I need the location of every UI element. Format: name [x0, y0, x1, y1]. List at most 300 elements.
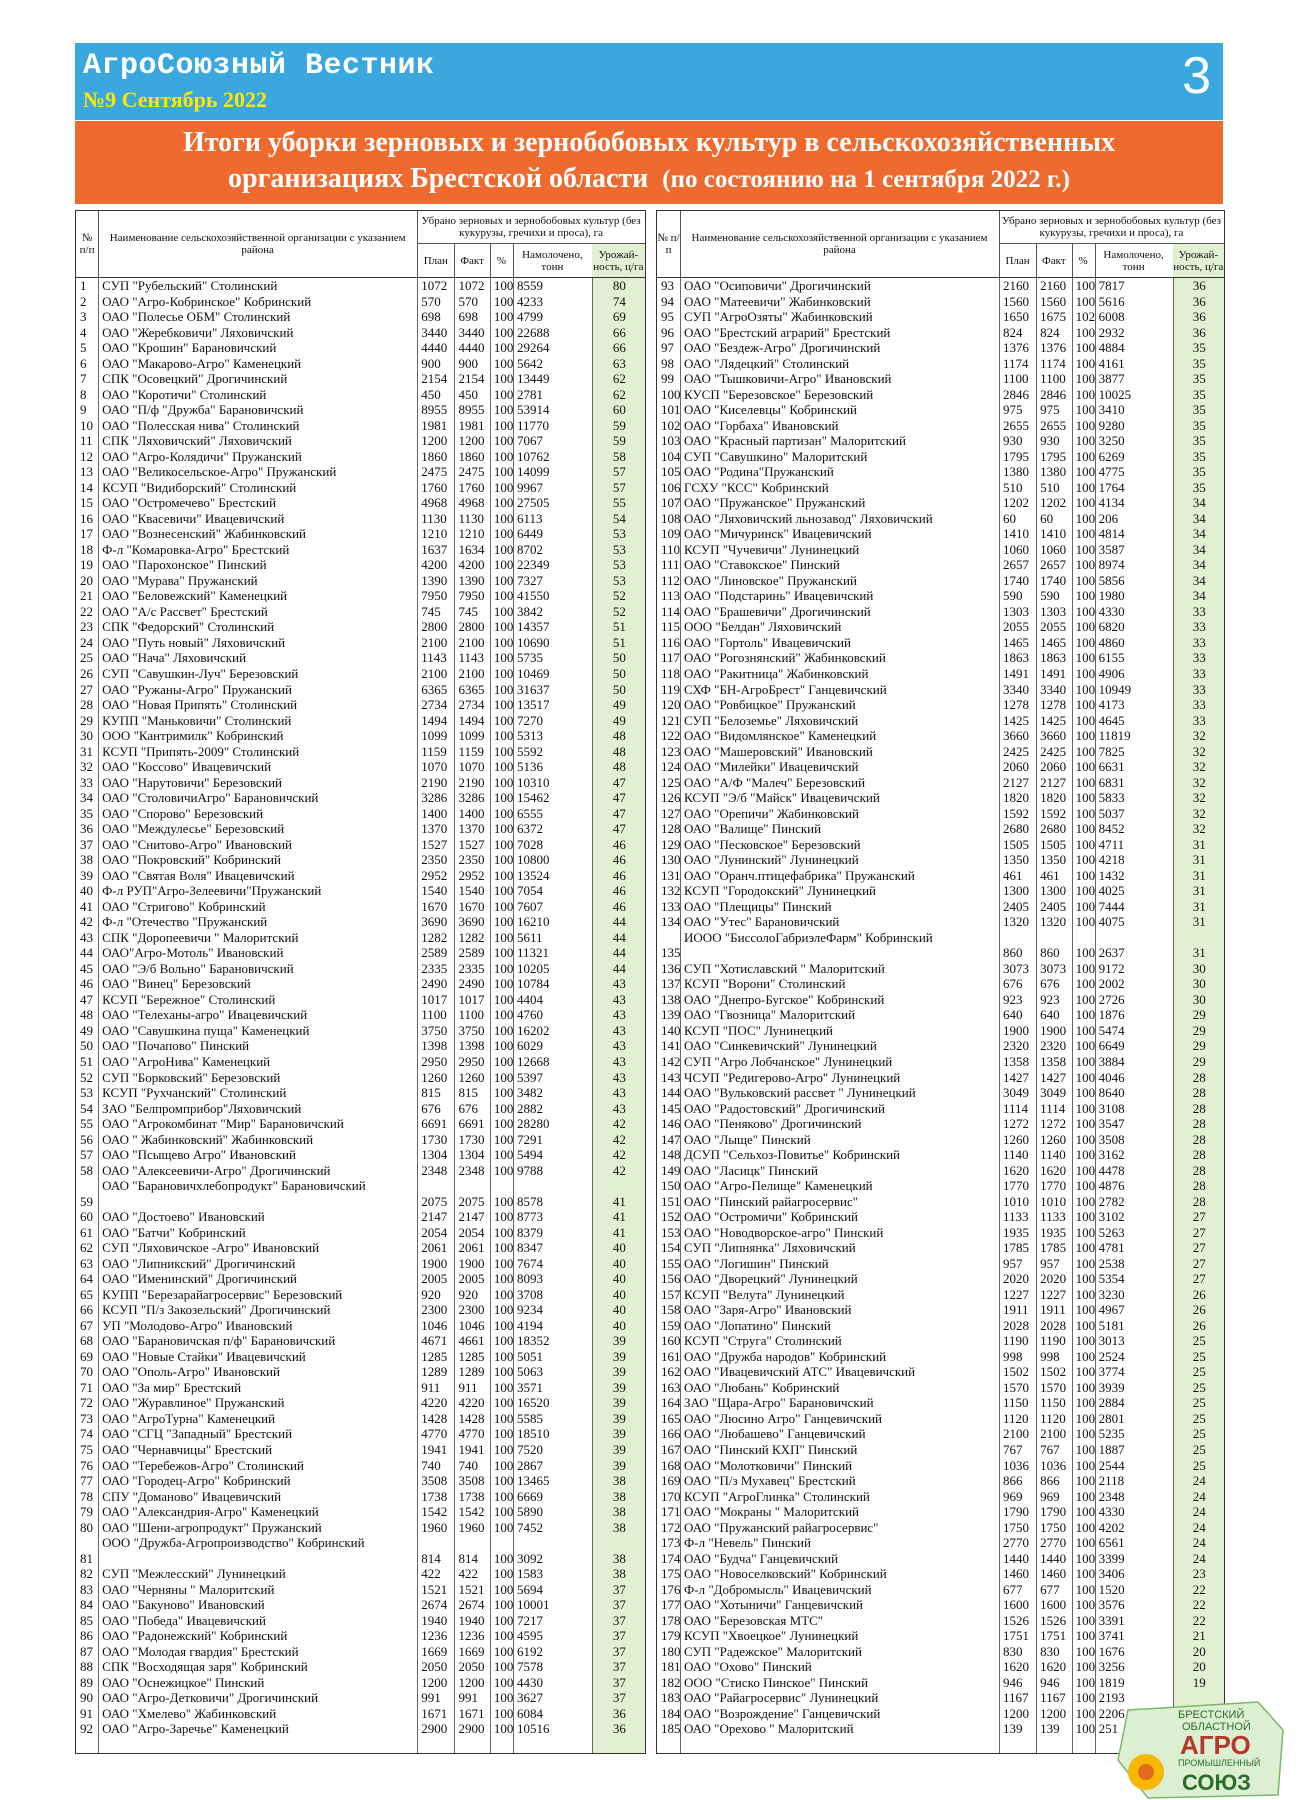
- cell-org-name: ОАО "Савушкина пуща" Каменецкий: [102, 1022, 310, 1038]
- cell-num: 18: [80, 541, 93, 557]
- cell-num: 84: [80, 1597, 93, 1613]
- cell-pct: 100: [1075, 541, 1096, 557]
- table-row: [657, 650, 1224, 666]
- cell-threshed: 5611: [516, 929, 543, 945]
- cell-yield: 27: [1192, 1240, 1206, 1256]
- cell-org-name: СУП "Рубельский" Столинский: [102, 278, 278, 293]
- cell-yield: 28: [1192, 1147, 1206, 1163]
- cell-threshed: 4330: [1098, 1504, 1125, 1520]
- cell-fact: 1494: [458, 712, 485, 728]
- table-row: [76, 433, 645, 449]
- cell-plan: 3049: [1002, 1085, 1029, 1101]
- cell-org-name: КСУП "Городокский" Лунинецкий: [684, 883, 877, 899]
- cell-plan: 1140: [1002, 1147, 1029, 1163]
- table-row: [76, 1675, 645, 1691]
- cell-pct: 100: [493, 1379, 514, 1395]
- cell-plan: 1592: [1002, 805, 1029, 821]
- cell-plan: 2054: [421, 1224, 448, 1240]
- cell-fact: 2950: [458, 1054, 485, 1069]
- cell-plan: 139: [1002, 1721, 1023, 1737]
- cell-plan: 830: [1002, 1643, 1023, 1659]
- cell-pct: 100: [1075, 821, 1096, 837]
- cell-org-name: ОАО "Винец" Березовский: [102, 976, 251, 992]
- table-row: [657, 1116, 1224, 1132]
- header-plan: [417, 244, 455, 277]
- cell-yield: 39: [612, 1457, 626, 1473]
- cell-yield: 39: [612, 1395, 626, 1411]
- cell-num: 112: [661, 572, 681, 588]
- table-row: [657, 728, 1224, 744]
- cell-yield: 47: [612, 821, 626, 837]
- cell-plan: 1600: [1002, 1597, 1029, 1613]
- cell-threshed: 18510: [516, 1426, 550, 1442]
- cell-num: 66: [80, 1302, 93, 1318]
- cell-yield: 34: [1192, 510, 1206, 526]
- cell-threshed: 3013: [1098, 1333, 1125, 1349]
- table-row: [657, 604, 1224, 620]
- cell-yield: 54: [612, 510, 626, 526]
- cell-plan: 2100: [1002, 1426, 1029, 1442]
- cell-fact: 1167: [1040, 1690, 1066, 1706]
- table-row: [76, 464, 645, 480]
- cell-fact: 2190: [458, 774, 485, 790]
- cell-num: 64: [80, 1271, 93, 1287]
- cell-plan: 4440: [421, 340, 448, 356]
- table-row: [657, 1473, 1224, 1489]
- cell-fact: 1060: [1040, 541, 1067, 557]
- cell-plan: 1671: [421, 1705, 448, 1721]
- table-row: [657, 1597, 1224, 1613]
- cell-threshed: 2544: [1098, 1457, 1125, 1473]
- cell-org-name: ОАО "Киселевцы" Кобринский: [684, 402, 857, 418]
- cell-threshed: 6561: [1098, 1535, 1125, 1551]
- table-row: [657, 759, 1224, 775]
- cell-threshed: 5263: [1098, 1224, 1125, 1240]
- cell-threshed: 6449: [516, 526, 543, 542]
- cell-pct: 100: [493, 340, 514, 356]
- cell-fact: 2100: [1040, 1426, 1067, 1442]
- table-row: [76, 387, 645, 403]
- cell-yield: 43: [612, 1100, 626, 1116]
- table-row: [76, 1240, 645, 1256]
- cell-yield: 34: [1192, 557, 1206, 573]
- cell-plan: 3660: [1002, 728, 1029, 744]
- table-row: [76, 480, 645, 496]
- cell-pct: 100: [493, 371, 514, 387]
- cell-pct: 100: [1075, 1209, 1096, 1225]
- table-header: [657, 211, 1224, 278]
- cell-pct: 100: [493, 1209, 514, 1225]
- cell-fact: 1620: [1040, 1162, 1067, 1178]
- cell-plan: 957: [1002, 1255, 1023, 1271]
- table-row: [76, 821, 645, 837]
- cell-yield: 30: [1192, 960, 1206, 976]
- cell-yield: 20: [1192, 1643, 1206, 1659]
- cell-yield: 24: [1192, 1535, 1206, 1551]
- cell-org-name: ОАО "АгроТурна" Каменецкий: [102, 1410, 276, 1426]
- cell-num: 77: [80, 1473, 93, 1489]
- cell-pct: 100: [493, 867, 514, 883]
- cell-pct: 100: [1075, 634, 1096, 650]
- table-row: [76, 806, 645, 822]
- cell-num: 147: [661, 1131, 681, 1147]
- cell-yield: 44: [612, 945, 626, 961]
- cell-fact: 1130: [458, 510, 484, 526]
- cell-org-name: ОАО "Песковское" Березовский: [684, 836, 861, 852]
- cell-pct: 100: [493, 1317, 514, 1333]
- cell-yield: 25: [1192, 1395, 1206, 1411]
- cell-org-name: СПУ "Доманово" Ивацевичский: [102, 1488, 282, 1504]
- cell-pct: 100: [1075, 1007, 1096, 1023]
- cell-pct: 100: [493, 1550, 514, 1566]
- cell-fact: 998: [1040, 1348, 1060, 1364]
- cell-threshed: 18352: [516, 1333, 550, 1349]
- cell-plan: 1863: [1002, 650, 1029, 666]
- cell-num: 78: [80, 1488, 93, 1504]
- table-row: [76, 449, 645, 465]
- cell-threshed: 5051: [516, 1348, 543, 1364]
- cell-pct: 100: [493, 1224, 514, 1240]
- cell-num: 11: [80, 433, 93, 449]
- cell-pct: 100: [493, 1271, 514, 1287]
- cell-num: 126: [661, 790, 681, 806]
- cell-fact: 1114: [1040, 1100, 1066, 1116]
- cell-pct: 100: [493, 960, 514, 976]
- cell-threshed: 6555: [516, 805, 543, 821]
- table-row: [76, 1411, 645, 1427]
- header-threshed: [513, 244, 593, 277]
- table-row: [657, 325, 1224, 341]
- cell-yield: 41: [612, 1224, 626, 1240]
- cell-threshed: 3230: [1098, 1286, 1125, 1302]
- table-row: [657, 1458, 1224, 1474]
- cell-plan: 6365: [421, 681, 448, 697]
- table-row: [76, 1349, 645, 1365]
- cell-pct: 100: [1075, 650, 1096, 666]
- cell-yield: 28: [1192, 1193, 1206, 1209]
- table-row: [657, 976, 1224, 992]
- cell-fact: 2425: [1040, 743, 1067, 759]
- cell-org-name: ОАО "Мурава" Пружанский: [102, 572, 258, 588]
- cell-yield: 36: [1192, 324, 1206, 340]
- cell-plan: 1133: [1002, 1209, 1029, 1225]
- cell-num: 80: [80, 1519, 93, 1535]
- cell-yield: 35: [1192, 417, 1206, 433]
- cell-threshed: 1819: [1098, 1674, 1125, 1690]
- cell-pct: 100: [493, 1131, 514, 1147]
- cell-plan: 60: [1002, 510, 1016, 526]
- table-row: [76, 837, 645, 853]
- cell-pct: 100: [1075, 1255, 1096, 1271]
- cell-fact: 2147: [458, 1209, 485, 1225]
- cell-pct: 100: [1075, 479, 1096, 495]
- cell-threshed: 11770: [516, 417, 549, 433]
- cell-threshed: 6649: [1098, 1038, 1125, 1054]
- cell-pct: 100: [493, 1395, 514, 1411]
- cell-org-name: ОАО "Ракитница" Жабинковский: [684, 666, 869, 681]
- cell-org-name: ОАО "Ляховичский льнозавод" Ляховичский: [684, 510, 933, 526]
- cell-num: 22: [80, 603, 93, 619]
- cell-fact: 3286: [458, 790, 485, 806]
- cell-yield: 43: [612, 1085, 626, 1101]
- cell-plan: 2734: [421, 697, 448, 713]
- table-row: [76, 650, 645, 666]
- cell-yield: 41: [612, 1193, 626, 1209]
- cell-num: 104: [661, 448, 681, 464]
- cell-fact: 2127: [1040, 774, 1067, 790]
- masthead: [75, 43, 1223, 120]
- cell-pct: 100: [493, 588, 514, 604]
- table-row: [657, 883, 1224, 899]
- cell-threshed: 3406: [1098, 1566, 1125, 1582]
- cell-threshed: 3482: [516, 1085, 543, 1101]
- cell-yield: 25: [1192, 1348, 1206, 1364]
- cell-yield: 49: [612, 712, 626, 728]
- cell-org-name: ИООО "БиссолоГабриэлеФарм" Кобринский: [684, 929, 933, 945]
- cell-fact: 1502: [1040, 1364, 1067, 1380]
- cell-fact: 2320: [1040, 1038, 1067, 1054]
- cell-fact: 1285: [458, 1348, 485, 1364]
- table-row: [657, 1240, 1224, 1256]
- cell-plan: 4968: [421, 495, 448, 511]
- cell-fact: 1100: [1040, 371, 1066, 387]
- cell-org-name: ОАО "СтоловичиАгро" Барановичский: [102, 790, 319, 806]
- cell-pct: 100: [1075, 386, 1096, 402]
- cell-pct: 100: [1075, 1271, 1096, 1287]
- cell-threshed: 6669: [516, 1488, 543, 1504]
- cell-num: 120: [661, 697, 681, 713]
- cell-yield: 44: [612, 929, 626, 945]
- cell-org-name: ОАО "Новоселковский" Кобринский: [684, 1566, 887, 1582]
- cell-num: 138: [661, 991, 681, 1007]
- cell-num: 129: [661, 836, 681, 852]
- cell-org-name: ОАО "Квасевичи" Ивацевичский: [102, 510, 285, 526]
- cell-org-name: ОАО "Городец-Агро" Кобринский: [102, 1473, 291, 1489]
- cell-threshed: 2932: [1098, 324, 1125, 340]
- cell-fact: 767: [1040, 1442, 1060, 1457]
- cell-threshed: 27505: [516, 495, 550, 511]
- cell-num: 170: [661, 1488, 681, 1504]
- cell-yield: 39: [612, 1333, 626, 1349]
- cell-plan: 1790: [1002, 1504, 1029, 1520]
- headline-line2: [75, 161, 1223, 198]
- cell-org-name: ОАО "Линовское" Пружанский: [684, 572, 857, 588]
- cell-threshed: 3576: [1098, 1597, 1125, 1613]
- cell-pct: 100: [493, 1302, 514, 1318]
- cell-plan: 1669: [421, 1643, 448, 1659]
- table-row: [657, 1054, 1224, 1070]
- cell-yield: 36: [1192, 293, 1206, 309]
- cell-num: 45: [80, 960, 93, 976]
- cell-yield: 40: [612, 1255, 626, 1271]
- cell-num: 27: [80, 681, 93, 697]
- cell-pct: 100: [1075, 1473, 1096, 1489]
- cell-num: 136: [661, 960, 681, 976]
- cell-fact: 1133: [1040, 1209, 1066, 1225]
- cell-yield: 32: [1192, 728, 1206, 744]
- cell-fact: 920: [458, 1286, 478, 1302]
- cell-yield: 50: [612, 681, 626, 697]
- cell-plan: 1390: [421, 572, 448, 588]
- header-yield: [592, 244, 645, 277]
- table-row: [657, 1380, 1224, 1396]
- cell-pct: 100: [1075, 1147, 1096, 1163]
- cell-num: 86: [80, 1628, 93, 1644]
- cell-num: 157: [661, 1286, 681, 1302]
- cell-pct: 102: [1075, 309, 1096, 325]
- cell-org-name: ОАО "Остромичи" Кобринский: [684, 1209, 858, 1225]
- cell-pct: 100: [493, 479, 514, 495]
- cell-plan: 1494: [421, 712, 448, 728]
- cell-plan: 2100: [421, 634, 448, 650]
- cell-plan: 1072: [421, 278, 448, 293]
- cell-org-name: СУП "Белоземье" Ляховичский: [684, 712, 859, 728]
- column-divider: [1036, 278, 1037, 1753]
- cell-yield: 33: [1192, 681, 1206, 697]
- cell-threshed: 4202: [1098, 1519, 1125, 1535]
- cell-plan: 815: [421, 1085, 441, 1101]
- cell-yield: 25: [1192, 1379, 1206, 1395]
- cell-pct: 100: [1075, 790, 1096, 806]
- cell-fact: 1303: [1040, 603, 1067, 619]
- cell-org-name: ОАО "Путь новый" Ляховичский: [102, 634, 286, 650]
- cell-fact: 676: [458, 1100, 478, 1116]
- cell-org-name: ДСУП "Сельхоз-Повитье" Кобринский: [684, 1147, 901, 1163]
- cell-threshed: 7607: [516, 898, 543, 914]
- cell-pct: 100: [1075, 1442, 1096, 1457]
- cell-org-name: ОАО "АгроНива" Каменецкий: [102, 1054, 271, 1069]
- table-row: [76, 1473, 645, 1489]
- cell-yield: 57: [612, 479, 626, 495]
- cell-fact: 1200: [458, 1674, 485, 1690]
- cell-yield: 32: [1192, 759, 1206, 775]
- cell-org-name: ЗАО "Белпромприбор"Ляховичский: [102, 1100, 302, 1116]
- cell-org-name: ОАО "Стригово" Кобринский: [102, 898, 266, 914]
- cell-yield: 25: [1192, 1426, 1206, 1442]
- cell-pct: 100: [493, 1612, 514, 1628]
- cell-org-name: Ф-л "Добромысль" Ивацевичский: [684, 1581, 872, 1597]
- cell-pct: 100: [1075, 340, 1096, 356]
- cell-num: 25: [80, 650, 93, 666]
- cell-org-name: ОАО "Осиповичи" Дрогичинский: [684, 278, 871, 293]
- cell-plan: 2335: [421, 960, 448, 976]
- cell-threshed: 7817: [1098, 278, 1125, 293]
- cell-yield: 58: [612, 448, 626, 464]
- cell-yield: 32: [1192, 821, 1206, 837]
- cell-threshed: 22349: [516, 557, 550, 573]
- cell-pct: 100: [493, 1054, 514, 1069]
- cell-fact: 969: [1040, 1488, 1060, 1504]
- cell-num: 65: [80, 1286, 93, 1302]
- table-row: [657, 666, 1224, 682]
- cell-yield: 38: [612, 1566, 626, 1582]
- cell-fact: 2405: [1040, 898, 1067, 914]
- cell-threshed: 4876: [1098, 1178, 1125, 1194]
- cell-fact: 860: [1040, 945, 1060, 961]
- cell-org-name: СПК "Осовецкий" Дрогичинский: [102, 371, 288, 387]
- cell-pct: 100: [493, 1007, 514, 1023]
- table-row: [657, 356, 1224, 372]
- table-row: [657, 340, 1224, 356]
- cell-pct: 100: [493, 666, 514, 681]
- cell-org-name: ОАО "Брестский аграрий" Брестский: [684, 324, 891, 340]
- cell-threshed: 3108: [1098, 1100, 1125, 1116]
- column-divider: [417, 278, 418, 1753]
- cell-pct: 100: [493, 712, 514, 728]
- cell-pct: 100: [493, 743, 514, 759]
- cell-plan: 1400: [421, 805, 448, 821]
- cell-fact: 1600: [1040, 1597, 1067, 1613]
- cell-fact: 1570: [1040, 1379, 1067, 1395]
- cell-num: 184: [661, 1705, 681, 1721]
- cell-num: 130: [661, 852, 681, 868]
- cell-fact: 1740: [1040, 572, 1067, 588]
- cell-plan: 1521: [421, 1581, 448, 1597]
- cell-threshed: 5235: [1098, 1426, 1125, 1442]
- cell-pct: 100: [493, 386, 514, 402]
- cell-yield: 48: [612, 728, 626, 744]
- cell-fact: 1150: [1040, 1395, 1066, 1411]
- cell-plan: 3440: [421, 324, 448, 340]
- headline-line2-text: организациях Брестской области: [228, 163, 649, 194]
- cell-pct: 100: [1075, 960, 1096, 976]
- cell-pct: 100: [493, 1488, 514, 1504]
- cell-yield: 43: [612, 991, 626, 1007]
- cell-threshed: 3842: [516, 603, 543, 619]
- table-row: [657, 790, 1224, 806]
- table-row: [657, 1395, 1224, 1411]
- cell-org-name: ОАО "Лядецкий" Столинский: [684, 355, 850, 371]
- header-yield-label: Урожай-ность, ц/га: [1173, 248, 1224, 273]
- cell-threshed: 5833: [1098, 790, 1125, 806]
- cell-org-name: Ф-л "Отечество "Пружанский: [102, 914, 268, 930]
- table-row: [657, 821, 1224, 837]
- cell-num: 166: [661, 1426, 681, 1442]
- cell-plan: 2846: [1002, 386, 1029, 402]
- cell-org-name: ОАО "Горбаха" Ивановский: [684, 417, 839, 433]
- cell-pct: 100: [493, 1147, 514, 1163]
- table-row: [657, 1520, 1224, 1536]
- header-plan-label: План: [1005, 254, 1030, 267]
- cell-num: 3: [80, 309, 87, 325]
- cell-threshed: 3410: [1098, 402, 1125, 418]
- cell-threshed: 31637: [516, 681, 550, 697]
- table-row: [657, 387, 1224, 403]
- cell-num: 173: [661, 1535, 681, 1551]
- cell-fact: 991: [458, 1690, 478, 1706]
- cell-yield: 53: [612, 526, 626, 542]
- cell-yield: 36: [1192, 278, 1206, 293]
- cell-plan: 698: [421, 309, 441, 325]
- cell-fact: 2054: [458, 1224, 485, 1240]
- cell-fact: 911: [458, 1379, 478, 1395]
- cell-pct: 100: [1075, 1519, 1096, 1535]
- cell-pct: 100: [493, 1504, 514, 1520]
- logo-line3: АГРО: [1180, 1730, 1251, 1760]
- cell-plan: 1751: [1002, 1628, 1029, 1644]
- cell-fact: 60: [1040, 510, 1054, 526]
- table-row: [76, 309, 645, 325]
- cell-num: 125: [661, 774, 681, 790]
- cell-pct: 100: [493, 759, 514, 775]
- cell-yield: 25: [1192, 1410, 1206, 1426]
- cell-pct: 100: [493, 898, 514, 914]
- cell-num: 41: [80, 898, 93, 914]
- table-row: [76, 682, 645, 698]
- table-row: [657, 1209, 1224, 1225]
- header-harvested-group: Убрано зерновых и зернобобовых культур (без кукурузы, гречихи и проса), га: [417, 211, 645, 244]
- cell-threshed: 13465: [516, 1473, 550, 1489]
